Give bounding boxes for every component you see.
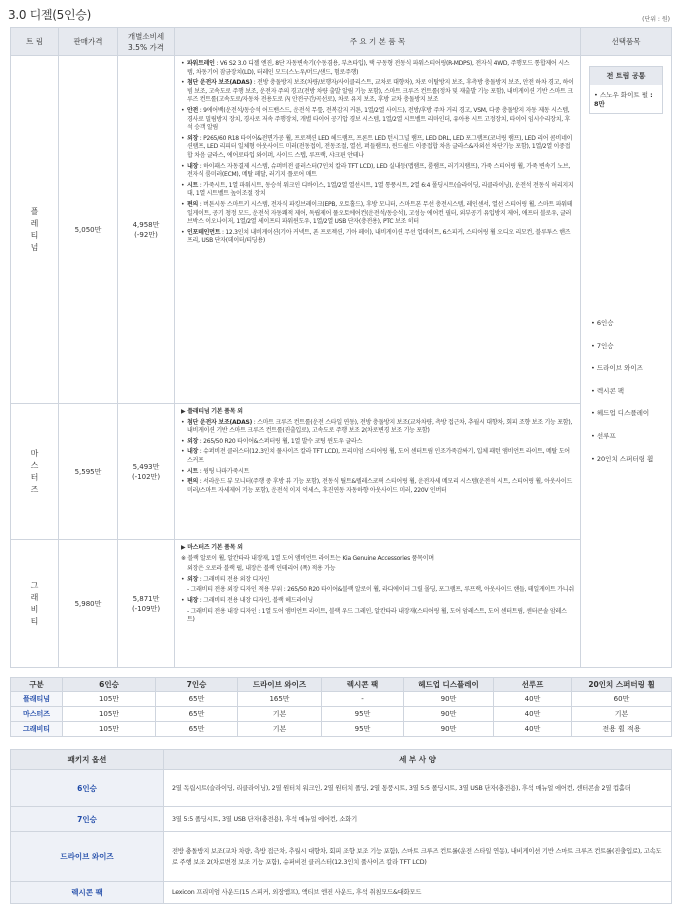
- trim-name-char: 래: [30, 592, 39, 602]
- basic-item: [181, 438, 574, 447]
- basic-item: [181, 182, 574, 199]
- price-cell: 기본: [238, 722, 322, 737]
- price-cell: 95만: [322, 707, 404, 722]
- header-package: 패키지 옵션: [11, 750, 164, 770]
- basic-item-label: 시트: [187, 467, 199, 475]
- price-row: [11, 722, 672, 737]
- price-cell: 40만: [494, 707, 572, 722]
- trim-name-char: 스: [30, 460, 39, 470]
- package-detail: 3열 5:5 폴딩시트, 3열 USB 단자(충전용), 후석 매뉴얼 에어컨, 소화기: [164, 807, 672, 832]
- trim-row-gravity: [11, 540, 672, 668]
- bullet-icon: •: [181, 181, 185, 189]
- trim-name-char: 즈: [30, 484, 39, 494]
- bullet-icon: •: [181, 418, 185, 426]
- basic-item-text: [187, 478, 574, 495]
- basic-item-desc: : 9에어백(운전석/동승석 어드밴스드, 운전석 무릎, 전복감지 커튼, 1열/2열 사이드), 전방/후방 주차 거리 경고, VSM, 다중 충돌방지 자동 제동 시스템, 경사로 밀림방지 장치, 경사로 저속 주행장치, 개별 타이어 공기압 경보 시스템, 1열/2열 시트벨트 리마인더, 유아용 시트 고정장치, 타이어 임시수리장치, 후석 승객 알림: [187, 106, 571, 132]
- basic-item: [181, 201, 574, 227]
- price-cell: 60만: [572, 692, 672, 707]
- price-header-cell: 20인치 스퍼터링 휠: [572, 678, 672, 692]
- option-list-item: • 7인승: [591, 341, 614, 350]
- basic-item-desc: : 12.3인치 내비게이션(기아 커넥트, 폰 프로젝션, 기아 페이), 내비게이션 무선 업데이트, 6스피커, 스티어링 휠 오디오 리모컨, 블루투스 핸즈프리, USB 단자(데이터/티딩용): [187, 228, 571, 245]
- basic-item-desc: : 서라운드 뷰 모니터(주행 중 후방 뷰 기능 포함), 전동식 틸트&텔레스코픽 스티어링 휠, 운전자세 메모리 시스템(운전석 시트, 스티어링 휠, 아웃사이드 미러/스마트 자세제어 기능 포함), 운전석 이지 억세스, 후진연동 자동하향 아웃사이드 미러, 220V 인버터: [187, 478, 573, 494]
- price-row-trim: 그래비티: [11, 722, 63, 737]
- page-title: 3.0 디젤(5인승): [8, 8, 91, 22]
- trim-name-char: 레: [30, 218, 39, 228]
- basic-item-text: [187, 163, 574, 180]
- package-name: 7인승: [11, 807, 164, 832]
- price-cell: 105만: [63, 707, 156, 722]
- basic-sub-item: - 그래비티 전용 내장 디자인 : 1열 도어 앰비언트 라이트, 블랙 우드 그레인, 알칸타라 내장재(스티어링 휠, 도어 암레스트, 도어 센터트림, 센터콘솔 암레스트): [187, 607, 567, 624]
- price-header-cell: 선루프: [494, 678, 572, 692]
- bullet-icon: •: [181, 575, 185, 583]
- basic-item-desc: : 슈퍼비전 클러스터(12.3인치 풀사이즈 칼라 TFT LCD), 프리미엄 스티어링 휠, 도어 센터트림 인조가죽감싸기, 입체 패턴 앰비언트 라이트, 메탈 도어스커프: [187, 448, 570, 464]
- trim-row-masters: [11, 404, 672, 540]
- trim-name-char: 비: [30, 604, 39, 614]
- basic-item: [181, 229, 574, 246]
- option-column: [581, 56, 672, 668]
- trim-name-char: 그: [30, 580, 39, 590]
- option-list-item: • 20인치 스퍼터링 휠: [591, 454, 654, 463]
- price-header-cell: 렉시콘 팩: [322, 678, 404, 692]
- package-name: 6인승: [11, 770, 164, 807]
- basic-note: ※ 블랙 알로이 휠, 알칸타라 내장재, 1열 도어 앰비언트 라이트는 Kia Genuine Accessories 품목이며: [181, 554, 434, 562]
- header-trim: 트 림: [11, 28, 59, 56]
- basic-item-text: [187, 448, 574, 465]
- trim-name: [11, 56, 59, 404]
- package-detail: Lexicon 프리미엄 사운드(15 스피커, 외장앰프), 액티브 엔진 사운드, 후석 취침모드&대화모드: [164, 882, 672, 904]
- basic-item-text: [187, 182, 574, 199]
- bullet-icon: •: [181, 467, 185, 475]
- basic-item-label: 내장: [187, 596, 199, 604]
- basic-item-text: [187, 229, 574, 246]
- price-cell: 95만: [322, 722, 404, 737]
- basic-item-desc: : P265/60 R18 타이어&전면가공 휠, 프로젝션 LED 헤드램프, 프론트 LED 턴시그널 램프, LED DRL, LED 포그램프(코너링 램프), LED 리어 콤비네이션램프, LED 리피터 일체형 아웃사이드 미러(전동접이, 전동조절, 열선, 퍼들램프), 윈드쉴드 이중접합 차음 글라스&자외선 차단기능 포함), 1열/2열 이중접합 차음 글라스, 에어로타입 와이퍼, 사이드 스텝, 루프랙, 샤크핀 안테나: [187, 134, 573, 159]
- header-tax-price: 개별소비세 3.5% 가격: [118, 28, 175, 56]
- basic-item-desc: : 하이패스 자동결제 시스템, 슈퍼비전 클러스터(7인치 칼라 TFT LCD), LED 실내등(맵램프, 룸램프, 러기지램프), 가죽 스티어링 휠, 가죽 변속기 노브, 전자식 룸미러(ECM), 메탈 페달, 러기지 플로어 매트: [187, 162, 571, 179]
- option-list-item: • 드라이브 와이즈: [591, 364, 643, 373]
- bullet-icon: •: [181, 79, 185, 87]
- basic-item: [181, 107, 574, 133]
- bullet-icon: •: [181, 228, 185, 236]
- option-list-item: • 6인승: [591, 319, 614, 327]
- price-cell: 전용 휠 적용: [572, 722, 672, 737]
- basic-item: [181, 576, 574, 585]
- header-price: 판매가격: [59, 28, 118, 56]
- basic-item-desc: : 그래비티 전용 외장 디자인: [198, 575, 270, 583]
- price-header-cell: 구분: [11, 678, 63, 692]
- bullet-icon: •: [181, 162, 185, 170]
- basic-item-label: 내장: [187, 162, 199, 170]
- trim-name-char: 플: [30, 206, 39, 216]
- price-cell: 65만: [156, 722, 238, 737]
- trim-row-platinum: [11, 56, 672, 404]
- basic-item-label: 외장: [187, 437, 199, 445]
- basic-item-text: [187, 438, 362, 447]
- trim-table-header: [11, 28, 672, 56]
- unit-label: (단위 : 원): [642, 16, 670, 23]
- basic-items: [175, 56, 581, 404]
- package-name: 드라이브 와이즈: [11, 832, 164, 882]
- basic-sub-item: - 그래비티 전용 외장 디자인 적용 부위 : 265/50 R20 타이어&블랙 알로이 휠, 라디에이터 그릴 몰딩, 포그램프, 루프랙, 아웃사이드 핸들, 테일게이트 가니쉬: [187, 586, 574, 594]
- basic-items: [175, 404, 581, 540]
- price-cell: 65만: [156, 707, 238, 722]
- basic-item-label: 안전: [187, 106, 199, 114]
- option-list-item: • 헤드업 디스플레이: [591, 409, 650, 418]
- basic-item-label: 파워트레인: [187, 60, 215, 67]
- price-cell: 90만: [404, 692, 494, 707]
- price-header-cell: 6인승: [63, 678, 156, 692]
- price-row-trim: 플래티넘: [11, 692, 63, 707]
- package-name: 렉시콘 팩: [11, 882, 164, 904]
- trim-table: [10, 27, 672, 668]
- basic-item-desc: : 스마트 크루즈 컨트롤(운전 스타일 연동), 전방 충돌방지 보조(교차차량, 측방 접근차, 추월시 대향차, 회피 조향 보조 기능 포함), 내비게이션 기반 스마트 크루즈 컨트롤(진출입로), 고속도로 주행 보조 2(차로변경 보조 기능 포함): [187, 418, 573, 435]
- header-detail: 세 부 사 양: [164, 750, 672, 770]
- package-header: [11, 750, 672, 770]
- price-cell: 40만: [494, 692, 572, 707]
- price-cell: 기본: [238, 707, 322, 722]
- header-option: 선택품목: [581, 28, 672, 56]
- common-option-title: 전 트림 공통: [590, 67, 662, 85]
- price-row: [11, 707, 672, 722]
- price-cell: 65만: [156, 692, 238, 707]
- price-header-cell: 헤드업 디스플레이: [404, 678, 494, 692]
- basic-item-text: [187, 60, 574, 77]
- bullet-icon: •: [181, 596, 185, 604]
- package-row: [11, 770, 672, 807]
- trim-price: 5,050만: [59, 56, 118, 404]
- basic-item-text: [187, 79, 574, 105]
- bullet-icon: •: [181, 60, 185, 67]
- basic-item-desc: : 윙팅 나파가죽시트: [198, 467, 250, 475]
- package-table: [10, 749, 672, 904]
- header-basic: 주 요 기 본 품 목: [175, 28, 581, 56]
- package-row: [11, 807, 672, 832]
- trim-name-chars: [11, 206, 58, 254]
- basic-item-label: 첨단 운전자 보조(ADAS): [187, 418, 253, 426]
- basic-item-text: [187, 468, 249, 477]
- basic-item-text: [187, 597, 313, 606]
- trim-tax-price: 5,493만 (-102만): [118, 404, 175, 540]
- option-list-item: • 선루프: [591, 431, 616, 440]
- bullet-icon: •: [181, 448, 185, 456]
- bullet-icon: •: [181, 200, 185, 208]
- basic-item-desc: : 버튼시동 스마트키 시스템, 전자식 파킹브레이크(EPB, 오토홀드), 후방 모니터, 스마트폰 무선 충전시스템, 레인센서, 열선 스티어링 휠, 스마트 파워테일게이트, 공기 청정 모드, 운전석 자동쾌적 제어, 독립제어 풀오토에어컨(운전석/동승석), 고성능 에어컨 필터, 외부공기 유입방지 제어, 애프터 블로우, 글러브박스 이오나이저, 1열/2열 세이프티 파워윈도우, 1열/2열 USB 단자(충전용), PTC 보조 히터: [187, 200, 573, 226]
- basic-note: 외장은 오로라 블랙 펄, 내장은 블랙 인테리어 (폭) 적용 가능: [187, 565, 336, 573]
- bullet-icon: •: [181, 106, 185, 114]
- basic-item: [181, 478, 574, 495]
- price-cell: 105만: [63, 722, 156, 737]
- basic-item-text: [187, 419, 574, 436]
- basic-item-text: [187, 107, 574, 133]
- price-header-cell: 드라이브 와이즈: [238, 678, 322, 692]
- basic-head: ▶ 마스터즈 기본 품목 외: [181, 544, 243, 551]
- price-cell: 90만: [404, 722, 494, 737]
- basic-item-text: [187, 201, 574, 227]
- basic-item-label: 내장: [187, 448, 199, 456]
- basic-item: [181, 597, 574, 606]
- common-option-item: • 스노우 화이트 펄 : 8만: [594, 91, 653, 108]
- price-cell: -: [322, 692, 404, 707]
- basic-item-label: 인포테인먼트: [187, 228, 221, 236]
- option-price-header: [11, 678, 672, 692]
- trim-name-char: 티: [30, 616, 39, 626]
- bullet-icon: •: [181, 437, 185, 445]
- basic-item-desc: : 전방 충돌방지 보조(차량/보행자/사이클리스트, 교차로 대향차), 차로 이탈방지 보조, 후측방 충돌방지 보조, 안전 하차 경고, 하이빔 보조, 고속도로 주행 보조, 운전자 주의 경고(전방 차량 출발 알림 기능 포함), 스마트 크루즈 컨트롤(정차 및 재출발 기능 포함), 내비게이션 기반 스마트 크루즈 컨트롤(고속도로/자동차 전용도로 內 안전구간/곡선로), 차로 유지 보조, 후방 교차 충돌방지 보조: [187, 79, 574, 104]
- package-row: [11, 832, 672, 882]
- option-price-table: [10, 677, 672, 737]
- bullet-icon: •: [181, 478, 185, 486]
- bullet-icon: •: [181, 134, 185, 142]
- basic-item-label: 첨단 운전자 보조(ADAS): [187, 79, 253, 87]
- package-detail: 2열 독립시트(슬라이딩, 리클라이닝), 2열 원터치 워크인, 2열 원터치 폴딩, 2열 통풍시트, 3열 5:5 폴딩시트, 3열 USB 단자(충전용), 후석 매뉴얼 에어컨, 센터콘솔 2열 컵홀더: [164, 770, 672, 807]
- trim-tax-price: 5,871만 (-109만): [118, 540, 175, 668]
- basic-item: [181, 419, 574, 436]
- basic-item-text: [187, 135, 574, 161]
- common-option-box: [589, 66, 663, 114]
- basic-item: [181, 135, 574, 161]
- basic-item: [181, 163, 574, 180]
- trim-name-char: 터: [30, 472, 39, 482]
- trim-tax-price: 4,958만 (-92만): [118, 56, 175, 404]
- option-list-item: • 렉시콘 팩: [591, 386, 625, 395]
- basic-item-label: 외장: [187, 134, 199, 142]
- option-list: [585, 318, 667, 463]
- basic-item: [181, 60, 574, 77]
- basic-item: [181, 79, 574, 105]
- trim-name: [11, 404, 59, 540]
- package-detail: 전방 충돌방지 보조(교차 차량, 측방 접근차, 추월시 대향차, 회피 조향 보조 기능 포함), 스마트 크루즈 컨트롤(운전 스타일 연동), 내비게이션 기반 스마트 크루즈 컨트롤(진출입로), 고속도로 주행 보조 2(차로변경 보조 기능 포함), 슈퍼비전 클러스터(12.3인치 풀사이즈 칼라 TFT LCD): [164, 832, 672, 882]
- basic-item-desc: : 그래비티 전용 내장 디자인, 블랙 헤드라이닝: [198, 596, 313, 604]
- basic-item-label: 편의: [187, 478, 199, 486]
- basic-item-desc: : 가죽시트, 1열 파워시트, 동승석 워크인 디바이스, 1열/2열 열선시트, 1열 통풍시트, 2열 6:4 폴딩시트(슬라이딩, 리클라이닝), 운전석 전동식 허리지지대, 1열 시트벨트 높이조절 장치: [187, 181, 574, 198]
- trim-price: 5,980만: [59, 540, 118, 668]
- trim-name: [11, 540, 59, 668]
- basic-head: ▶ 플래티넘 기본 품목 외: [181, 408, 243, 415]
- price-row-trim: 마스터즈: [11, 707, 63, 722]
- price-cell: 40만: [494, 722, 572, 737]
- basic-item-label: 외장: [187, 575, 199, 583]
- price-cell: 90만: [404, 707, 494, 722]
- trim-name-char: 티: [30, 230, 39, 240]
- price-cell: 105만: [63, 692, 156, 707]
- package-row: [11, 882, 672, 904]
- price-cell: 165만: [238, 692, 322, 707]
- basic-item-desc: : 265/50 R20 타이어&스퍼터링 휠, 1열 발수 코팅 윈도우 글라스: [198, 437, 363, 445]
- basic-item-label: 편의: [187, 200, 199, 208]
- trim-name-char: 마: [30, 448, 39, 458]
- price-header-cell: 7인승: [156, 678, 238, 692]
- basic-item-text: [187, 576, 269, 585]
- basic-item: [181, 468, 574, 477]
- price-cell: 기본: [572, 707, 672, 722]
- trim-price: 5,595만: [59, 404, 118, 540]
- basic-items: [175, 540, 581, 668]
- basic-item-label: 시트: [187, 181, 199, 189]
- trim-name-char: 넘: [30, 242, 39, 252]
- basic-item-desc: : V6 S2 3.0 디젤 엔진, 8단 자동변속기(수동겸용, 부츠타입), 택 구동형 전동식 파워스티어링(R-MDPS), 전자식 4WD, 주행모드 통합제어 시스템, 차동기어 잠금장치(LD), 터레인 모드(스노우/머드/샌드, 험로주행): [187, 60, 570, 76]
- price-row: [11, 692, 672, 707]
- basic-item: [181, 448, 574, 465]
